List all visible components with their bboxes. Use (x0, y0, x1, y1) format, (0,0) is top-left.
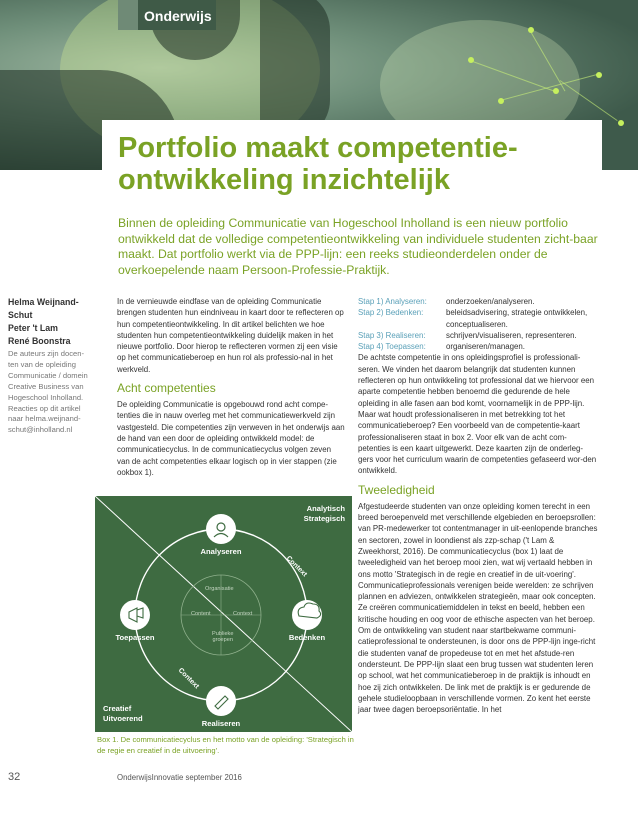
list-item (358, 330, 598, 341)
communication-cycle-figure (95, 496, 352, 732)
paragraph: De achtste competentie in ons opleidingsprofiel is professionali-seren. We vinden het daarom belangrijk dat studenten kunnen reflecteren op hun ontwikkeling tot professional dat we hiervoor een aparte competentie hebben benoemd die gedurende de hele opleiding in alle fasen aan bod komt, voornamelijk in de PPP-lijn. Maar wat houdt professionaliseren in met betrekking tot het communicatieberoep? Een voorbeeld van de competentie-kaart professionaliseren staat in box 2. Voor elk van de acht com-petenties is een kaart uitgewerkt. Deze kaarten zijn de onderleg-gers voor het curriculum waarin de competenties gefaseerd wor-den ontwikkeld. (358, 353, 597, 476)
inner-label-publieke-groepen (212, 631, 233, 643)
body-column-2 (358, 296, 598, 715)
author-sidebar (8, 296, 98, 436)
bio-line: De auteurs zijn docen- (8, 349, 84, 358)
node-analyseren (206, 514, 236, 544)
label-line: Uitvoerend (103, 714, 143, 723)
context-label: Context (284, 554, 309, 579)
bio-line: ten van de opleiding (8, 359, 76, 369)
step-value: onderzoeken/analyseren. (446, 297, 535, 306)
author-name: Helma Weijnand- (8, 297, 79, 307)
quadrant-label-creative (103, 704, 143, 724)
paragraph: Om de ontwikkeling van student naar startbekwame communi-catieprofessional te ondersteunen, is door ons de PPP-lijn inge-richt die studenten vanaf de propedeuse tot en met het afstude-ren ondersteunt. De PPP-lijn slaat een brug tussen wat studenten leren op school, wat het communicatieberoep in de praktijk is inhoudt en hoe zij zich ontwikkelen. De link met de praktijk is er gedurende de gehele studieloopbaan in verschillende vormen. Zo kent het eerste jaar twee dagen beroepsoriëntatie. In het (358, 626, 596, 715)
node-label-toepassen: Toepassen (115, 633, 155, 642)
label-line: Strategisch (303, 514, 345, 523)
paragraph: Afgestudeerde studenten van onze opleiding komen terecht in een breed beroepenveld met verschillende elgebieden en beroepsrollen: van PR-medewerker tot contentmanager in uit-eenlopende branches en sectoren, zowel in loondienst als zzp-schap ('t Lam & Zweekhorst, 2016). De communicatiecyclus (box 1) laat de tweeledigheid van het beroep mooi zien, wat wij vertaald hebben in ons motto 'Strategisch in de regie en creatief in de uit-voering'. Communicatieprofessionals verenigen beide werelden: ze schrijven plannen en adviezen, ontwikkelen strategieën, maar ook concepten. Ze creëren communicatiemiddelen in tekst en beeld, hebben een kritische houding en oog voor de ethische aspecten van het beroep. (358, 501, 598, 624)
article-intro: Binnen de opleiding Communicatie van Hogeschool Inholland is een nieuw portfolio ontwikkeld dat de volledige competentieontwikkeling van individuele studenten zicht-baar maakt. Dat portfolio werkt via de PPP-lijn: een reeks studieonderdelen onder de overkoepelende naam Persoon-Professie-Praktijk. (118, 216, 598, 277)
publication-name: OnderwijsInnovatie september 2016 (117, 773, 242, 782)
section-label: Onderwijs (118, 0, 216, 30)
step-label: Stap 3) Realiseren: (358, 330, 426, 340)
figure-caption: Box 1. De communicatiecyclus en het motto van de opleiding: 'Strategisch in de regie en creatief in de uitvoering'. (97, 735, 354, 755)
context-label: Context (176, 666, 201, 691)
steps-list (358, 296, 598, 352)
node-toepassen (120, 600, 150, 630)
node-realiseren (206, 686, 236, 716)
cycle-diagram (95, 496, 352, 732)
node-label-bedenken: Bedenken (288, 633, 326, 642)
step-label: Stap 1) Analyseren: (358, 297, 427, 306)
article-title (118, 132, 598, 196)
bio-line: Communicatie / domein (8, 370, 88, 380)
contact-email[interactable]: schut@inholland.nl (8, 425, 73, 435)
paragraph: In de vernieuwde eindfase van de opleiding Communicatie brengen studenten hun eindniveau in kaart door te reflecteren op hun competentieontwikkeling. In dit artikel belichten we hoe studenten hun competentieontwikkeling duidelijk maken in het nieuwe portfolio. Door hierop te reflecteren vormen zij een visie op het communicatieberoep en hun rol als professio-nal in het werkveld. (117, 297, 344, 374)
step-value: schrijven/visualiseren, representeren. (446, 330, 577, 340)
inner-label-content: Content (191, 611, 211, 617)
author-bio (8, 349, 98, 436)
section-heading: Acht competenties (117, 381, 216, 396)
bio-line: naar helma.weijnand- (8, 414, 81, 424)
author-name: Peter 't Lam (8, 323, 59, 333)
label-line: Analytisch (306, 504, 345, 513)
author-name: Schut (8, 310, 33, 320)
inner-label-context: Context (233, 611, 253, 617)
label-line: groepen (212, 637, 233, 643)
body-column-1 (117, 296, 345, 478)
quadrant-label-analytical (295, 504, 345, 524)
title-line-1: Portfolio maakt competentie- (118, 132, 518, 164)
list-item (358, 341, 598, 352)
section-heading: Tweeledigheid (358, 482, 435, 497)
bio-line: Hogeschool Inholland. (8, 392, 84, 402)
author-name: René Boonstra (8, 336, 71, 346)
node-label-realiseren: Realiseren (201, 719, 241, 728)
list-item (358, 307, 598, 330)
step-label: Stap 2) Bedenken: (358, 308, 424, 318)
list-item (358, 296, 598, 307)
bio-line: Reacties op dit artikel (8, 403, 81, 413)
step-value: organiseren/managen. (446, 342, 525, 352)
paragraph: De opleiding Communicatie is opgebouwd rond acht compe-tenties die in nauw overleg met het communicatiewerkveld zijn vastgesteld. Die competenties zijn verweven in het onderwijs aan de hand van een door de opleiding ontwikkeld model: de communicatiecyclus. In de communicatiecyclus volgen zeven van de acht competenties elkaar logisch op in vier stappen (zie ookbox 1). (117, 400, 345, 477)
title-line-2: ontwikkeling inzichtelijk (118, 164, 450, 196)
node-bedenken (292, 600, 322, 630)
label-line: Creatief (103, 704, 132, 713)
step-label: Stap 4) Toepassen: (358, 342, 426, 352)
label-line: Publieke (212, 631, 234, 637)
inner-label-organisatie: Organisatie (205, 586, 234, 592)
node-label-analyseren: Analyseren (200, 547, 242, 556)
bio-line: Creative Business van (8, 381, 84, 391)
step-value: beleidsadvisering, strategie ontwikkelen, conceptualiseren. (446, 308, 588, 329)
page-number: 32 (8, 771, 21, 783)
